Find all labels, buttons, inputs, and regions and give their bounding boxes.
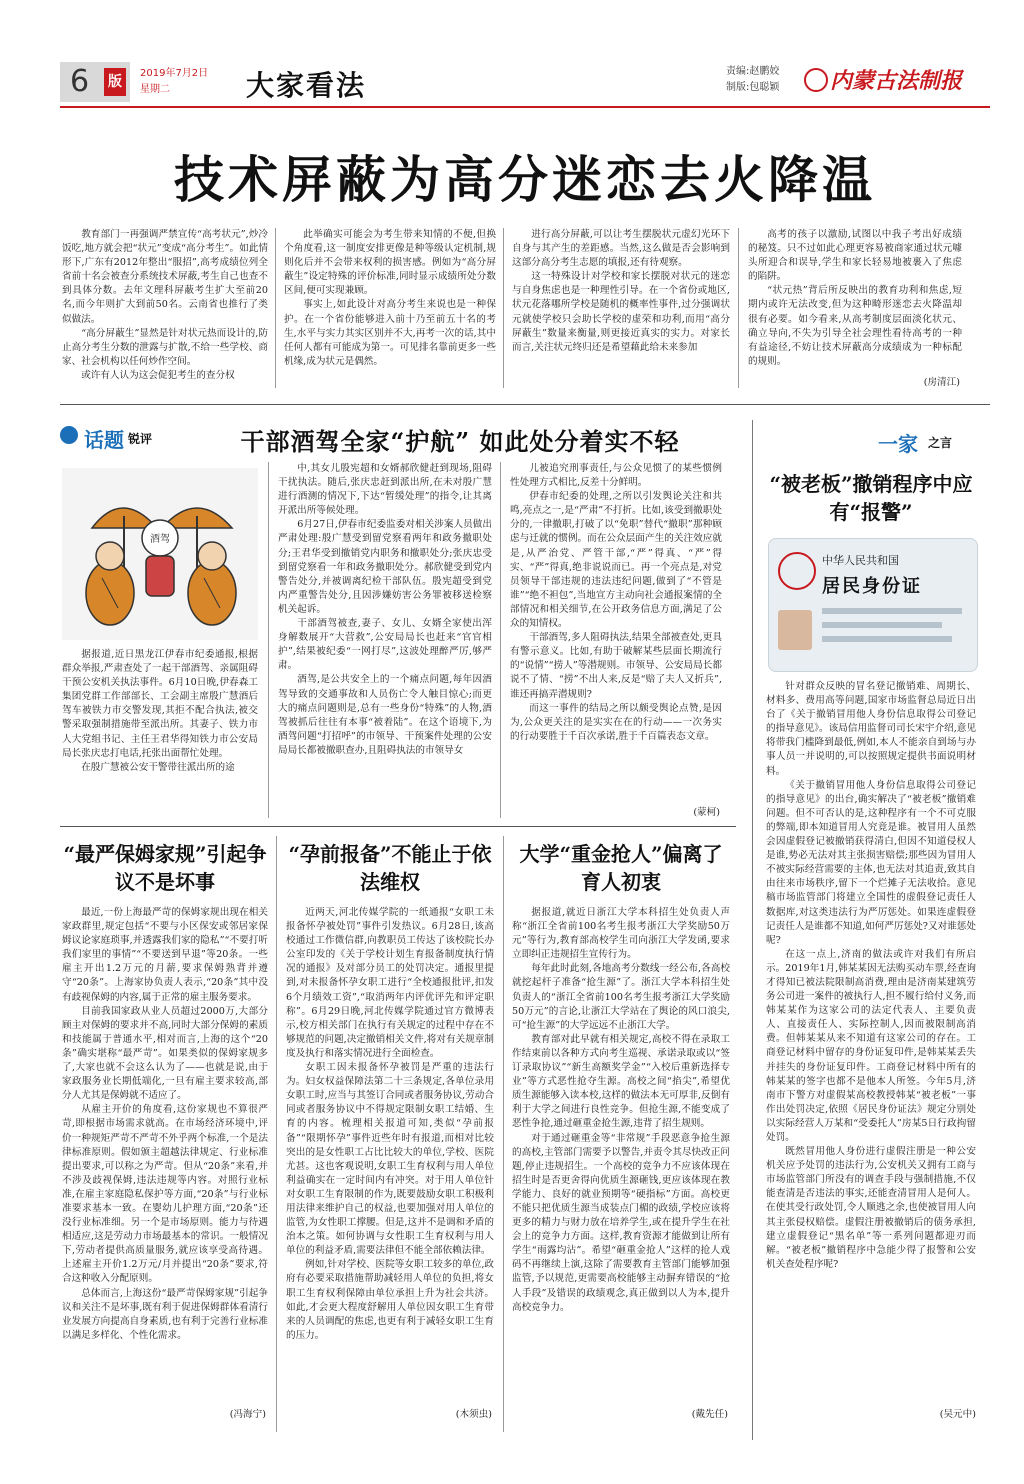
editor-name: 责编:赵鹏姣 xyxy=(726,66,780,77)
pregnancy-headline: “孕前报备”不能止于依法维权 xyxy=(288,842,492,894)
lead-column-3 xyxy=(512,228,730,390)
college-byline: (戴先任) xyxy=(691,1409,728,1420)
paper-name: 内蒙古法制报 xyxy=(830,68,963,94)
drunk-column-3 xyxy=(510,462,722,802)
lead-column-1 xyxy=(62,228,268,390)
drunk-headline: 干部酒驾全家“护航” 如此处分着实不轻 xyxy=(240,427,680,456)
college-headline: 大学“重金抢人”偏离了育人初衷 xyxy=(519,842,723,894)
idcard-column xyxy=(766,680,976,1402)
idcard-paragraph: 针对群众反映的冒名登记撤销难、周期长、材料多、费用高等问题,国家市场监督总局近日出台了《关于撤销冒用他人身份信息取得公司登记的指导意见》。该局信用监督司司长宋宇介绍,意见将带我门槛降到最低,例如,本人不能亲自到场与办事人员一并说明的,可以按照规定提供书面说明材料。 xyxy=(766,681,976,777)
date-text: 2019年7月2日 xyxy=(140,68,209,79)
lead-paragraph: 这一特殊设计对学校和家长摆脱对状元的迷恋与自身焦虑也是一种理性引导。在一个省份或地区,状元花落哪所学校是随机的概率性事件,过分强调状元就使学校只会助长学校的虚荣和功利,而用“高分屏蔽生”数量来衡量,则更接近真实的实力。对家长而言,关注状元终归还是希望藉此给未来参加 xyxy=(512,271,730,353)
paper-logo-icon xyxy=(804,68,828,92)
column-divider xyxy=(503,228,504,388)
opinion-tag-main: 一家 xyxy=(878,432,918,456)
column-divider xyxy=(275,228,276,388)
lead-paragraph: 此举确实可能会为考生带来知情的不便,但换个角度看,这一制度安排更像是种等级认定机制,规则化后并不会带来权利的损害感。例如为“高分屏蔽生”设定特殊的评价标准,同时显示成绩所处分数区间,便可实现兼顾。 xyxy=(284,229,496,297)
drunk-paragraph: 酒驾,是公共安全上的一个痛点问题,每年因酒驾导致的交通事故和人员伤亡令人触目惊心;而更大的痛点问题则是,总有一些身份“特殊”的人物,酒驾被抓后往往有本事“被着陆”。在这个语境下,为酒驾问题“打招呼”的市领导、干预案件处理的公安局局长都被撤职查办,且阻碍执法的市领导女 xyxy=(278,674,492,756)
page-number: 6 xyxy=(70,64,90,99)
lead-paragraph: 教育部门一再强调严禁宣传“高考状元”,炒冷饭吃,地方就会把“状元”变成“高分考生”。如此情形下,广东有2012年整出“服招”,高考成绩位列全省前十名会被查分系统技术屏蔽,考生自己也查不到具体分数。去年文理科屏蔽考生扩大至前20名,而今年则扩大到前50名。云南省也推行了类似做法。 xyxy=(62,229,268,325)
pregnancy-paragraph: 女职工因未报备怀孕被罚是严重的违法行为。妇女权益保障法第二十三条规定,各单位录用女职工时,应当与其签订合同或者服务协议,劳动合同或者服务协议中不得规定限制女职工结婚、生育的内容。梳理相关报道可知,类似“孕前报备”“限期怀孕”事件近些年时有报道,而相对比较突出的是女性职工占比比较大的单位,学校、医院尤甚。这也客观说明,女职工生育权利与用人单位利益确实在一定时间内有冲突。对于用人单位针对女职工生育限制的作为,既要鼓励女职工积极利用法律来维护自己的权益,也要加强对用人单位的监管,为女性职工撑腰。但是,这并不是调和矛盾的治本之策。如何协调与女性职工生育权利与用人单位的利益矛盾,需要法律但不能全部依赖法律。 xyxy=(286,1062,494,1257)
drunk-paragraph: 据报道,近日黑龙江伊春市纪委通报,根据群众举报,严肃查处了一起干部酒驾、亲属阻碍干预公安机关执法事件。6月10日晚,伊春森工集团党群工作部部长、工会副主席殷广慧酒后驾车被铁力市交警发现,其拒不配合执法,被交警采取强制措施带至派出所。其妻子、铁力市人大党组书记、主任王君华得知铁力市公安局局长张庆忠打电话,托张出面帮忙处理。 xyxy=(62,649,258,759)
nanny-paragraph: 总体而言,上海这份“最严苛保姆家规”引起争议和关注不是坏事,既有利于促进保姆群体看清行业发展方向提高自身素质,也有利于完善行业标准以满足多样化、个性化需求。 xyxy=(62,1287,268,1341)
editors-block xyxy=(726,64,779,96)
pregnancy-column xyxy=(286,906,494,1404)
lead-column-2 xyxy=(284,228,496,390)
drunk-paragraph: 儿被追究刑事责任,与公众见惯了的某些惯例性处理方式相比,反差十分鲜明。 xyxy=(510,463,722,489)
nanny-byline: (冯海宁) xyxy=(229,1409,266,1420)
nanny-paragraph: 目前我国家政从业人员超过2000万,大部分顾主对保姆的要求并不高,同时大部分保姆的素质和技能属于普通水平,相对而言,上海的这个“20条”确实堪称“最严苛”。如果类似的保姆家规多了,大家也就不会这么认为了——也就是说,由于家政服务业长期低端化,一旦有雇主要求较高,部分人尤其是保姆就不适应了。 xyxy=(62,1005,268,1102)
drunk-paragraph: 干部酒驾被查,妻子、女儿、女婿全家使出浑身解数展开“大营救”,公安局局长也赶来“官官相护”,结果被纪委“一网打尽”,这波处理醉严厉,够严肃。 xyxy=(278,618,492,672)
idcard-byline: (吴元中) xyxy=(939,1409,976,1420)
pregnancy-paragraph: 近两天,河北传媒学院的一纸通报“女职工未报备怀孕被处罚”事件引发热议。6月28日,该高校通过工作微信群,向教职员工传达了该校院长办公室印发的《关于学校计划生育报备制度执行情况的通报》及对部分员工的处罚决定。通报里提到,对未报备怀孕女职工进行“全校通报批评,扣发6个月绩效工资”,“取消两年内评优评先和评定职称”。6月29日晚,河北传媒学院通过官方微博表示,校方相关部门在执行有关规定的过程中存在不够规范的问题,决定撤销相关文件,将对有关规章制度及执行和落实情况进行全面检查。 xyxy=(286,907,494,1059)
lead-paragraph: 事实上,如此设计对高分考生来说也是一种保护。在一个省份能够进入前十乃至前五十名的考生,水平与实力其实区别并不大,再考一次的话,其中任何人都有可能成为第一。可见排名靠前更多一些机缘,成为状元是偶然。 xyxy=(284,299,496,367)
drunk-column-1 xyxy=(62,648,258,818)
sidebar-divider xyxy=(752,420,753,1440)
nanny-headline: “最严保姆家规”引起争议不是坏事 xyxy=(63,842,267,894)
header-divider xyxy=(60,106,990,108)
lead-paragraph: 或许有人认为这会促犯考生的查分权 xyxy=(81,369,235,381)
topic-tag-main: 话题 xyxy=(84,428,124,452)
lead-headline: 技术屏蔽为高分迷恋去火降温 xyxy=(174,150,876,209)
nanny-column xyxy=(62,906,268,1404)
lead-paragraph: 高考的孩子以激励,试图以中我子考出好成绩的秘笈。只不过如此心理更容易被商家通过状元噱头所迎合和误导,学生和家长轻易地被裹入了焦虑的陷阱。 xyxy=(748,229,962,283)
section-divider xyxy=(60,404,990,405)
page-number-box xyxy=(60,62,130,102)
nanny-paragraph: 最近,一份上海最严苛的保姆家规出现在相关家政群里,规定包括“不要与小区保安或邻居家保姆议论家庭琐事,并透露我们家的隐私”“不要打听我们家里的事情”“不要送到早退”等20条。一些雇主开出1.2万元的月薪,要求保姆熟背并遵守“20条”。上海家协负责人表示,“20条”其中没有歧视保姆的内容,属于正常的雇主服务要求。 xyxy=(62,907,268,1003)
college-paragraph: 每年此时此刻,各地高考分数线一经公布,各高校就挖起杆子准备“抢生源”了。浙江大学本科招生处负责人的“浙江全省前100名考生报考浙江大学奖励50万元”的言论,让浙江大学站在了舆论的风口浪尖,可“抢生源”的大学远远不止浙江大学。 xyxy=(512,963,730,1031)
cartoon-sign-text: 酒驾 xyxy=(150,534,170,545)
pregnancy-paragraph: 例如,针对学校、医院等女职工较多的单位,政府有必要采取措施帮助减轻用人单位的负担,将女职工生育权利保障由单位承担上升为社会共济。如此,才会更大程度舒解用人单位因女职工生育带来的人员调配的焦虑,也更有利于减轻女职工生育的压力。 xyxy=(286,1259,494,1341)
issue-date xyxy=(140,66,208,98)
college-paragraph: 据报道,就近日浙江大学本科招生处负责人声称“浙江全省前100名考生报考浙江大学奖励50万元”等行为,教育部高校学生司向浙江大学发函,要求立即纠正违规招生宣传行为。 xyxy=(512,907,730,961)
college-paragraph: 教育部对此早就有相关规定,高校不得在录取工作结束前以各种方式向考生巡视、承诺录取或以“签订录取协议”“新生高额奖学金”“入校后重新选择专业”等方式恶性抢夺生源。高校之间“掐尖”,希望优质生源能够入读本校,这样的做法本无可厚非,反倒有利于大学之间进行良性竞争。但抢生源,不能变成了恶性争抢,通过砸重金抢生源,违背了招生规则。 xyxy=(512,1033,730,1130)
drunk-paragraph: 中,其女儿殷宪超和女婿郝欣健赶到现场,阻碍干扰执法。随后,张庆忠赶到派出所,在未对殷广慧进行酒测的情况下,下达“暂缓处理”的指令,让其离开派出所等候处理。 xyxy=(278,463,492,517)
cartoon-illustration xyxy=(62,468,258,640)
producer-name: 制版:包聪颖 xyxy=(726,82,780,93)
idcard-paragraph: 《关于撤销冒用他人身份信息取得公司登记的指导意见》的出台,确实解决了“被老板”撤销难问题。但不可否认的是,这种程序有一个不可克服的弊端,即本知道冒用人究竟是谁。被冒用人虽然会因虚假登记被撤销获得清白,但因不知道侵权人是谁,势必无法对其主张损害赔偿;那些因为冒用人不被实际经营需要的主体,也无法对其追责,致其自由往来市场秩序,留下一个烂摊子无法收拾。意见稿市场监管部门将建立全国性的虚假登记责任人数据库,对这类违法行为严厉惩处。如果连虚假登记责任人是谁都不知道,如何严厉惩处?又对谁惩处呢? xyxy=(766,779,976,946)
college-column xyxy=(512,906,730,1404)
drunk-column-2 xyxy=(278,462,492,818)
lead-paragraph: “状元热”背后所反映出的教育功利和焦虑,短期内或许无法改变,但为这种畸形迷恋去火降温却很有必要。如今看来,从高考制度层面淡化状元、确立导向,不失为引导全社会理性看待高考的一种有益途径,不妨让技术屏蔽高分成绩成为一种标配的规则。 xyxy=(748,285,962,367)
card-title: 居民身份证 xyxy=(822,576,922,597)
idcard-paragraph: 既然冒用他人身份进行虚假注册是一种公安机关应予处罚的违法行为,公安机关又拥有工商与市场监管部门所没有的调查手段与强制措施,不仅能查清是否违法的事实,还能查清冒用人是何人。在使其受行政处罚,令人顺逃之余,也使被冒用人向其主张侵权赔偿。虚假注册被撤销后的债务承担,建立虚假登记“黑名单”等一系列问题都迎刃而解。“被老板”撤销程序中急能少得了报警和公安机关查处程序呢? xyxy=(766,1146,976,1270)
id-card-photo xyxy=(768,538,976,670)
section-divider xyxy=(60,826,736,827)
column-divider xyxy=(276,836,277,1432)
opinion-tag-sub: 之言 xyxy=(928,436,953,450)
drunk-paragraph: 而这一事件的结局之所以颇受舆论点赞,是因为,公众更关注的是实实在在的行动——一次务实的行动要胜于千百次承诺,胜于千百篇表态文章。 xyxy=(510,702,722,742)
nanny-paragraph: 从雇主开价的角度看,这份家规也不算很严苛,即根据市场需求就高。在市场经济环境中,评价一种规矩严苛不严苛不外乎两个标准,一个是法律标准原则。假如颁主超越法律规定、行业标准提出要求,可以称之为严苛。但从“20条”来看,并不涉及歧视保姆,违法违规等内容。对照行业标准,在雇主家庭隐私保护等方面,“20条”与行业标准要求基本一致。在婴幼儿护理方面,“20条”还没行业标准细。另一个是市场原则。能力与待遇相适应,这是劳动力市场最基本的常识。一般情况下,劳动者提供高质量服务,就应该享受高待遇。上述雇主开价1.2万元/月并提出“20条”要求,符合这种收入分配原则。 xyxy=(62,1104,268,1285)
lead-column-4 xyxy=(748,228,962,372)
opinion-tag xyxy=(858,428,978,454)
college-paragraph: 对于通过砸重金等“非常规”手段恶意争抢生源的高校,主管部门需要予以警告,并责令其尽快改正问题,停止违规招生。一个高校的竞争力不应该体现在招生时是否更舍得向优质生源砸钱,更应该体现在教学能力、良好的就业预期等“硬指标”方面。高校更不能只把优质生源当成装点门楣的政绩,学校应该将更多的精力与财力放在培养学生,或在提升学生在社会上的竞争力方面。这样,教育资源才能做到让所有学生“雨露均沾”。希望“砸重金抢人”这样的抢人戏码不再继续上演,这除了需要教育主管部门能够加强监管,予以规范,更需要高校能够主动摒弃错误的“抢人手段”及错误的政绩观念,真正做到以人为本,提升高校竞争力。 xyxy=(512,1132,730,1313)
idcard-paragraph: 在这一点上,济南的做法或许对我们有所启示。2019年1月,韩某某因无法购买动车票,经查询才得知已被法院限制高消费,理由是济南某建筑劳务公司进一案件的被执行人,担不履行给付义务,而韩某某作为这家公司的法定代表人、主要负责人、直接责任人、实际控制人,因而被限制高消费。但韩某某从来不知道有这家公司的存在。工商登记材料中留存的身份证复印件,是韩某某丢失并挂失的身份证复印件。工商登记材料中所有的韩某某的签字也都不是他本人所签。今年5月,济南市下警方对虚假某高校教授韩某“被老板”一事作出处罚决定,依照《居民身份证法》规定分别处以实际经营人万某和“受委托人”房某5日行政拘留处罚。 xyxy=(766,948,976,1143)
pregnancy-byline: (木须虫) xyxy=(455,1409,492,1420)
card-country: 中华人民共和国 xyxy=(822,554,899,567)
drunk-byline: (蒙柯) xyxy=(693,807,720,818)
topic-tag-sub: 锐评 xyxy=(128,432,153,446)
drunk-paragraph: 6月27日,伊春市纪委监委对相关涉案人员做出严肃处理:殷广慧受到留党察看两年和政务撤职处分;王君华受到撤销党内职务和撤职处分;张庆忠受到留党察看一年和政务撤职处分。郝欣健受到党内警告处分,并被调离纪检干部队伍。殷宪超受到党内严重警告处分,且因涉嫌妨害公务罪被移送检察机关起诉。 xyxy=(278,519,492,615)
column-divider xyxy=(268,462,269,818)
weekday-text: 星期二 xyxy=(140,84,170,95)
column-divider xyxy=(500,462,501,818)
lead-paragraph: “高分屏蔽生”显然是针对状元热而设计的,防止高分考生分数的泄露与扩散,不给一些学校、商家、社会机构以任何炒作空间。 xyxy=(62,327,268,367)
drunk-paragraph: 在殷广慧被公安干警带往派出所的途 xyxy=(81,761,235,773)
drunk-paragraph: 干部酒驾,多人阻碍执法,结果全部被查处,更具有警示意义。比如,有助于破解某些层面长期流行的“说情”“捞人”等潜规则。市领导、公安局局长都说不了情、“捞”不出人来,反是“赔了夫人又折兵”,谁还再搞弄潜规则? xyxy=(510,632,722,700)
lead-byline: (房清江) xyxy=(923,377,960,388)
section-title: 大家看法 xyxy=(246,69,367,102)
column-divider xyxy=(738,228,739,388)
column-divider xyxy=(503,836,504,1432)
page-mark: 版 xyxy=(104,68,126,96)
topic-tag xyxy=(62,424,162,452)
emblem-icon xyxy=(778,552,816,590)
drunk-paragraph: 伊春市纪委的处理,之所以引发舆论关注和共鸣,亮点之一,是“严肃”不打折。比如,该受到撤职处分的,一律撤职,打破了以“免职”替代“撤职”那种顾虑与迁就的惯例。而在公众层面产生的关注效应就是,从严治党、严管干部,“严”得真、“严”得实、“严”得真,绝非说说而已。再一个亮点是,对党员领导干部违规的违法违纪问题,做到了“不管是谁”“绝不袒包”,当地宣方主动向社会通报案情的全部情况和相关细节,在公开政务信息方面,满足了公众的知情权。 xyxy=(510,491,722,630)
lead-paragraph: 进行高分屏蔽,可以让考生摆脱状元虚幻光环下自身与其产生的差距感。当然,这么做是否会影响到这部分高分考生志愿的填报,还有待观察。 xyxy=(512,229,730,269)
idcard-headline: “被老板”撤销程序中应有“报警” xyxy=(769,472,973,524)
